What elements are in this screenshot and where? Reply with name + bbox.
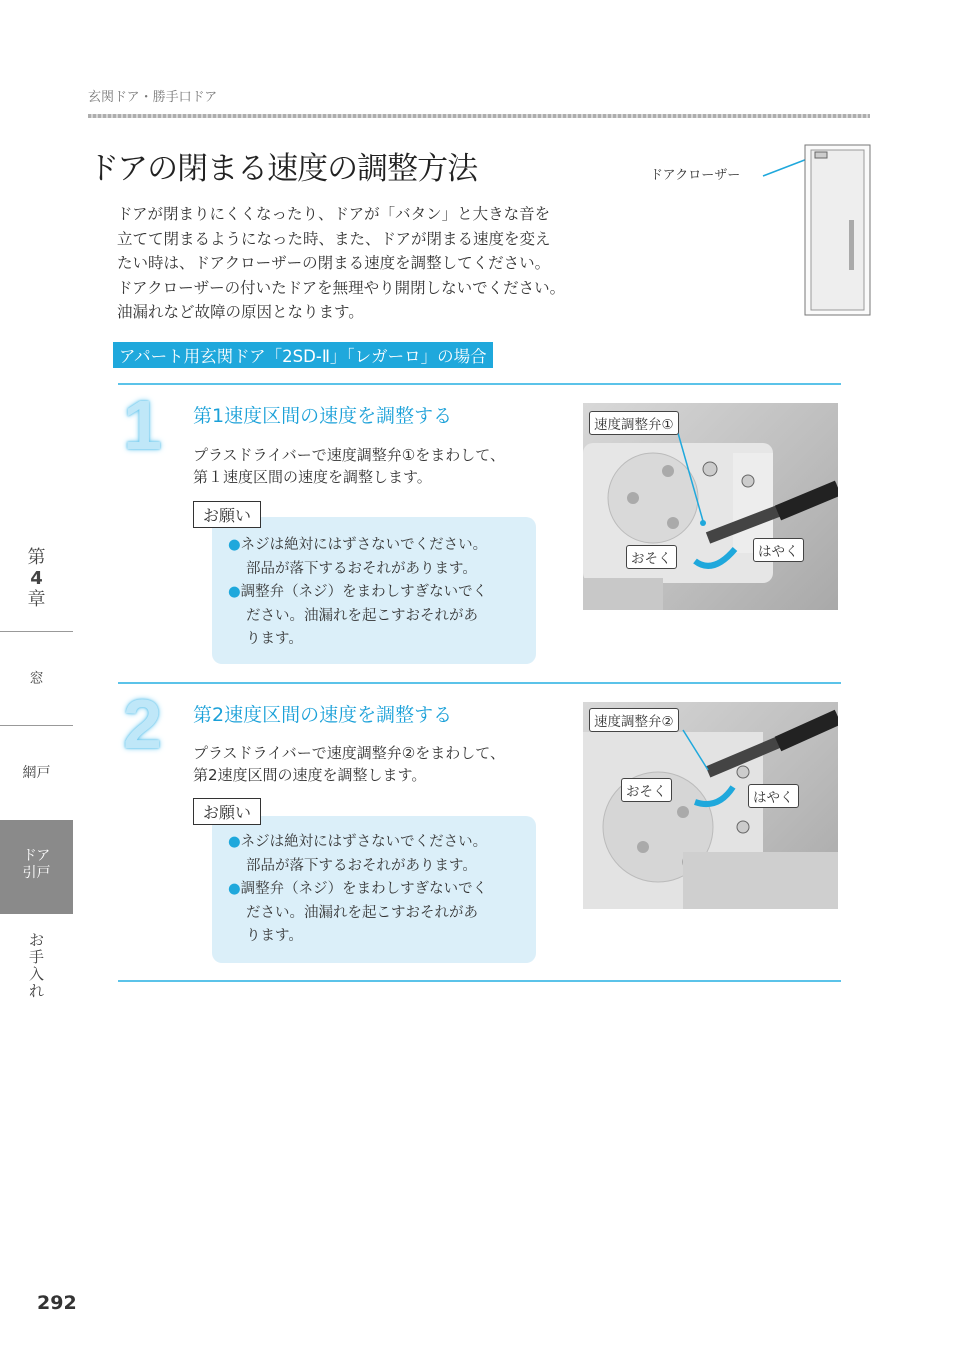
note-line: ださい。油漏れを起こすおそれがあ xyxy=(246,607,478,624)
side-tab-window[interactable]: 窓 xyxy=(29,671,44,687)
slow-label: おそく xyxy=(621,778,672,802)
caution-note xyxy=(212,816,536,963)
slow-label: おそく xyxy=(626,545,677,569)
intro-text xyxy=(117,202,617,325)
step-number: 2 xyxy=(123,685,162,763)
tab-char: れ xyxy=(28,982,44,1000)
tab-divider xyxy=(0,631,73,632)
note-line: ださい。油漏れを起こすおそれがあ xyxy=(246,904,478,921)
intro-line: たい時は、ドアクローザーの閉まる速度を調整してください。 xyxy=(117,254,551,272)
bullet-icon: ● xyxy=(228,834,241,850)
step-text-line: プラスドライバーで速度調整弁①をまわして、 xyxy=(193,446,505,464)
step-text-line: 第2速度区間の速度を調整します。 xyxy=(193,766,427,784)
tab-divider xyxy=(0,725,73,726)
side-tab-care[interactable] xyxy=(0,932,73,1000)
note-line: ります。 xyxy=(246,928,303,944)
note-line: ります。 xyxy=(246,631,303,647)
step-text xyxy=(193,742,505,786)
note-line: 調整弁（ネジ）をまわしすぎないでく xyxy=(240,584,488,600)
step-title: 第2速度区間の速度を調整する xyxy=(193,704,453,726)
page-number: 292 xyxy=(37,1292,77,1314)
divider xyxy=(118,682,841,684)
page-title: ドアの閉まる速度の調整方法 xyxy=(88,151,478,187)
door-closer-image xyxy=(583,702,838,909)
intro-line: 油漏れなど故障の原因となります。 xyxy=(117,303,364,321)
note-line: ネジは絶対にはずさないでください。 xyxy=(240,537,488,553)
valve-callout: 速度調整弁② xyxy=(589,708,679,732)
section-heading: アパート用玄関ドア「2SD-Ⅱ」「レガーロ」の場合 xyxy=(113,342,493,368)
divider xyxy=(118,383,841,385)
tab-char: 章 xyxy=(27,589,46,610)
step-number: 1 xyxy=(123,386,162,464)
onegai-label: お願い xyxy=(193,501,261,528)
step-text-line: プラスドライバーで速度調整弁②をまわして、 xyxy=(193,744,505,762)
intro-line: ドアが閉まりにくくなったり、ドアが「バタン」と大きな音を xyxy=(117,205,551,223)
step-text xyxy=(193,444,505,488)
breadcrumb: 玄関ドア・勝手口ドア xyxy=(88,90,218,105)
bullet-icon: ● xyxy=(228,537,241,553)
bullet-icon: ● xyxy=(228,881,241,897)
door-closer-photo xyxy=(583,702,838,909)
caution-note xyxy=(212,517,536,664)
tab-line: 引戸 xyxy=(22,865,51,881)
tab-line: ドア xyxy=(22,848,51,864)
tab-char: 手 xyxy=(28,948,44,966)
note-line: 部品が落下するおそれがあります。 xyxy=(246,857,477,874)
onegai-label: お願い xyxy=(193,798,261,825)
header-rule xyxy=(88,114,870,118)
door-closer-photo xyxy=(583,403,838,610)
side-tab-chapter-4[interactable] xyxy=(0,547,73,610)
side-tab-screen[interactable]: 網戸 xyxy=(22,765,51,781)
bullet-icon: ● xyxy=(228,584,241,600)
note-line: 調整弁（ネジ）をまわしすぎないでく xyxy=(240,881,488,897)
fast-label: はやく xyxy=(753,538,804,562)
tab-char: 4 xyxy=(30,568,43,589)
step-text-line: 第１速度区間の速度を調整します。 xyxy=(193,468,432,486)
step-title: 第1速度区間の速度を調整する xyxy=(193,405,453,427)
door-closer-label: ドアクローザー xyxy=(650,168,741,183)
valve-callout: 速度調整弁① xyxy=(589,411,679,435)
door-illustration xyxy=(755,140,875,320)
note-line: 部品が落下するおそれがあります。 xyxy=(246,560,477,577)
intro-line: ドアクローザーの付いたドアを無理やり開閉しないでください。 xyxy=(117,278,566,297)
divider xyxy=(118,980,841,982)
side-tab-door-active[interactable] xyxy=(0,820,73,914)
tab-char: お xyxy=(28,931,44,949)
note-line: ネジは絶対にはずさないでください。 xyxy=(240,834,488,850)
intro-line: 立てて閉まるようになった時、また、ドアが閉まる速度を変え xyxy=(117,229,551,248)
fast-label: はやく xyxy=(748,784,799,808)
tab-char: 入 xyxy=(28,965,44,983)
tab-char: 第 xyxy=(27,547,46,568)
